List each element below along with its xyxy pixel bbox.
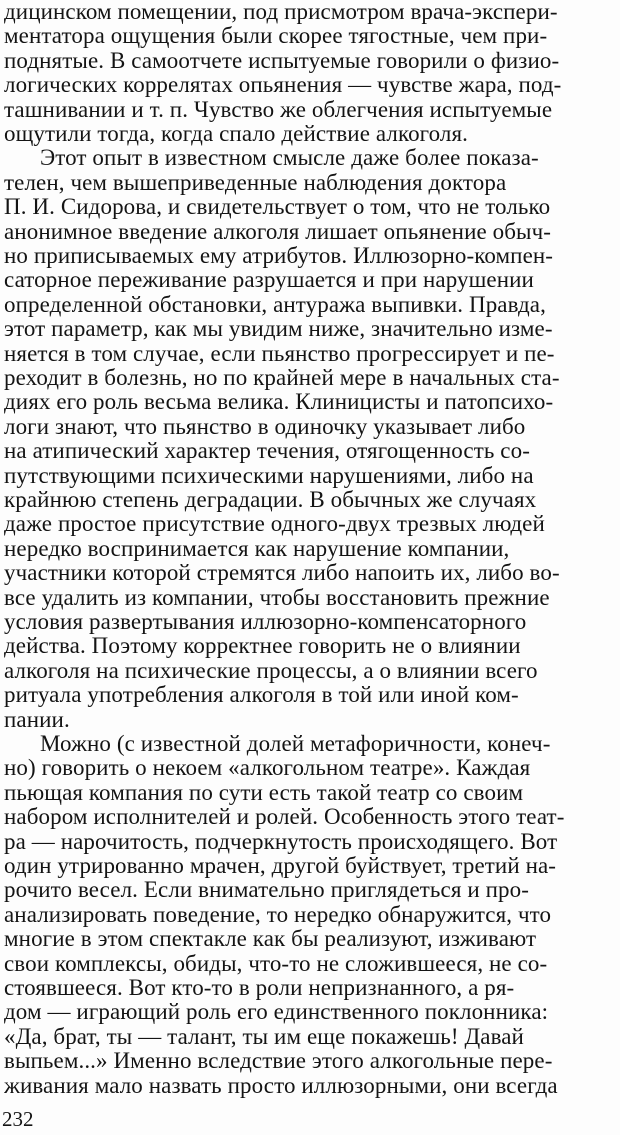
- text-line: все удалить из компании, чтобы восстановить прежние: [4, 586, 550, 610]
- text-line: рочито весел. Если внимательно приглядеться и про-: [4, 878, 529, 902]
- text-line: этот параметр, как мы увидим ниже, значительно изме-: [4, 317, 553, 341]
- text-line: логических коррелятах опьянения — чувстве жара, под-: [4, 73, 562, 97]
- text-line: на атипический характер течения, отягощенность со-: [4, 439, 530, 463]
- text-line: определенной обстановки, антуража выпивки. Правда,: [4, 293, 546, 317]
- text-line: выпьем...» Именно вследствие этого алкогольные пере-: [4, 1049, 553, 1073]
- text-line: но) говорить о некоем «алкогольном театре». Каждая: [4, 756, 531, 780]
- text-line: ощутили тогда, когда спало действие алкоголя.: [4, 122, 469, 146]
- text-line: действа. Поэтому корректнее говорить не о влиянии: [4, 634, 521, 658]
- text-line: дом — играющий роль его единственного поклонника:: [4, 1000, 549, 1024]
- text-line: поднятые. В самоотчете испытуемые говорили о физио-: [4, 49, 560, 73]
- text-line: живания мало назвать просто иллюзорными, они всегда: [4, 1074, 558, 1098]
- text-line: пьющая компания по сути есть такой театр со своим: [4, 781, 524, 805]
- text-line: саторное переживание разрушается и при нарушении: [4, 268, 534, 292]
- text-line: телен, чем вышеприведенные наблюдения доктора: [4, 171, 507, 195]
- text-line: путствующими психическими нарушениями, либо на: [4, 464, 534, 488]
- text-line: алкоголя на психические процессы, а о влиянии всего: [4, 659, 538, 683]
- text-line: ра — нарочитость, подчеркнутость происходящего. Вот: [4, 830, 558, 854]
- text-line: пании.: [4, 708, 70, 732]
- text-line: реходит в болезнь, но по крайней мере в начальных ста-: [4, 366, 560, 390]
- text-line: один утрированно мрачен, другой буйствует, третий на-: [4, 854, 557, 878]
- text-line: ритуала употребления алкоголя в той или иной ком-: [4, 683, 519, 707]
- text-line: условия развертывания иллюзорно-компенсаторного: [4, 610, 527, 634]
- text-line: логи знают, что пьянство в одиночку указывает либо: [4, 415, 526, 439]
- text-line: Можно (с известной долей метафоричности, конеч-: [40, 732, 551, 756]
- text-line: дицинском помещении, под присмотром врача-экспери-: [4, 0, 558, 24]
- text-line: нередко воспринимается как нарушение компании,: [4, 537, 510, 561]
- text-line: многие в этом спектакле как бы реализуют, изживают: [4, 927, 537, 951]
- text-line: «Да, брат, ты — талант, ты им еще покажешь! Давай: [4, 1025, 524, 1049]
- text-line: анонимное введение алкоголя лишает опьянение обыч-: [4, 220, 552, 244]
- text-line: участники которой стремятся либо напоить их, либо во-: [4, 561, 560, 585]
- text-line: П. И. Сидорова, и свидетельствует о том, что не только: [4, 195, 551, 219]
- page-number: 232: [2, 1107, 34, 1131]
- text-line: стоявшееся. Вот кто-то в роли непризнанного, а ря-: [4, 976, 515, 1000]
- text-line: ментатора ощущения были скорее тягостные, чем при-: [4, 24, 548, 48]
- text-line: ташнивании и т. п. Чувство же облегчения испытуемые: [4, 98, 553, 122]
- text-line: свои комплексы, обиды, что-то не сложившееся, не со-: [4, 952, 548, 976]
- text-line: даже простое присутствие одного-двух трезвых людей: [4, 512, 545, 536]
- text-line: но приписываемых ему атрибутов. Иллюзорно-компен-: [4, 244, 554, 268]
- text-line: диях его роль весьма велика. Клиницисты и патопсихо-: [4, 390, 554, 414]
- text-line: няется в том случае, если пьянство прогрессирует и пе-: [4, 342, 555, 366]
- text-line: набором исполнителей и ролей. Особенность этого теат-: [4, 805, 565, 829]
- text-line: анализировать поведение, то нередко обнаружится, что: [4, 903, 552, 927]
- text-line: крайнюю степень деградации. В обычных же случаях: [4, 488, 537, 512]
- text-line: Этот опыт в известном смысле даже более показа-: [40, 146, 539, 170]
